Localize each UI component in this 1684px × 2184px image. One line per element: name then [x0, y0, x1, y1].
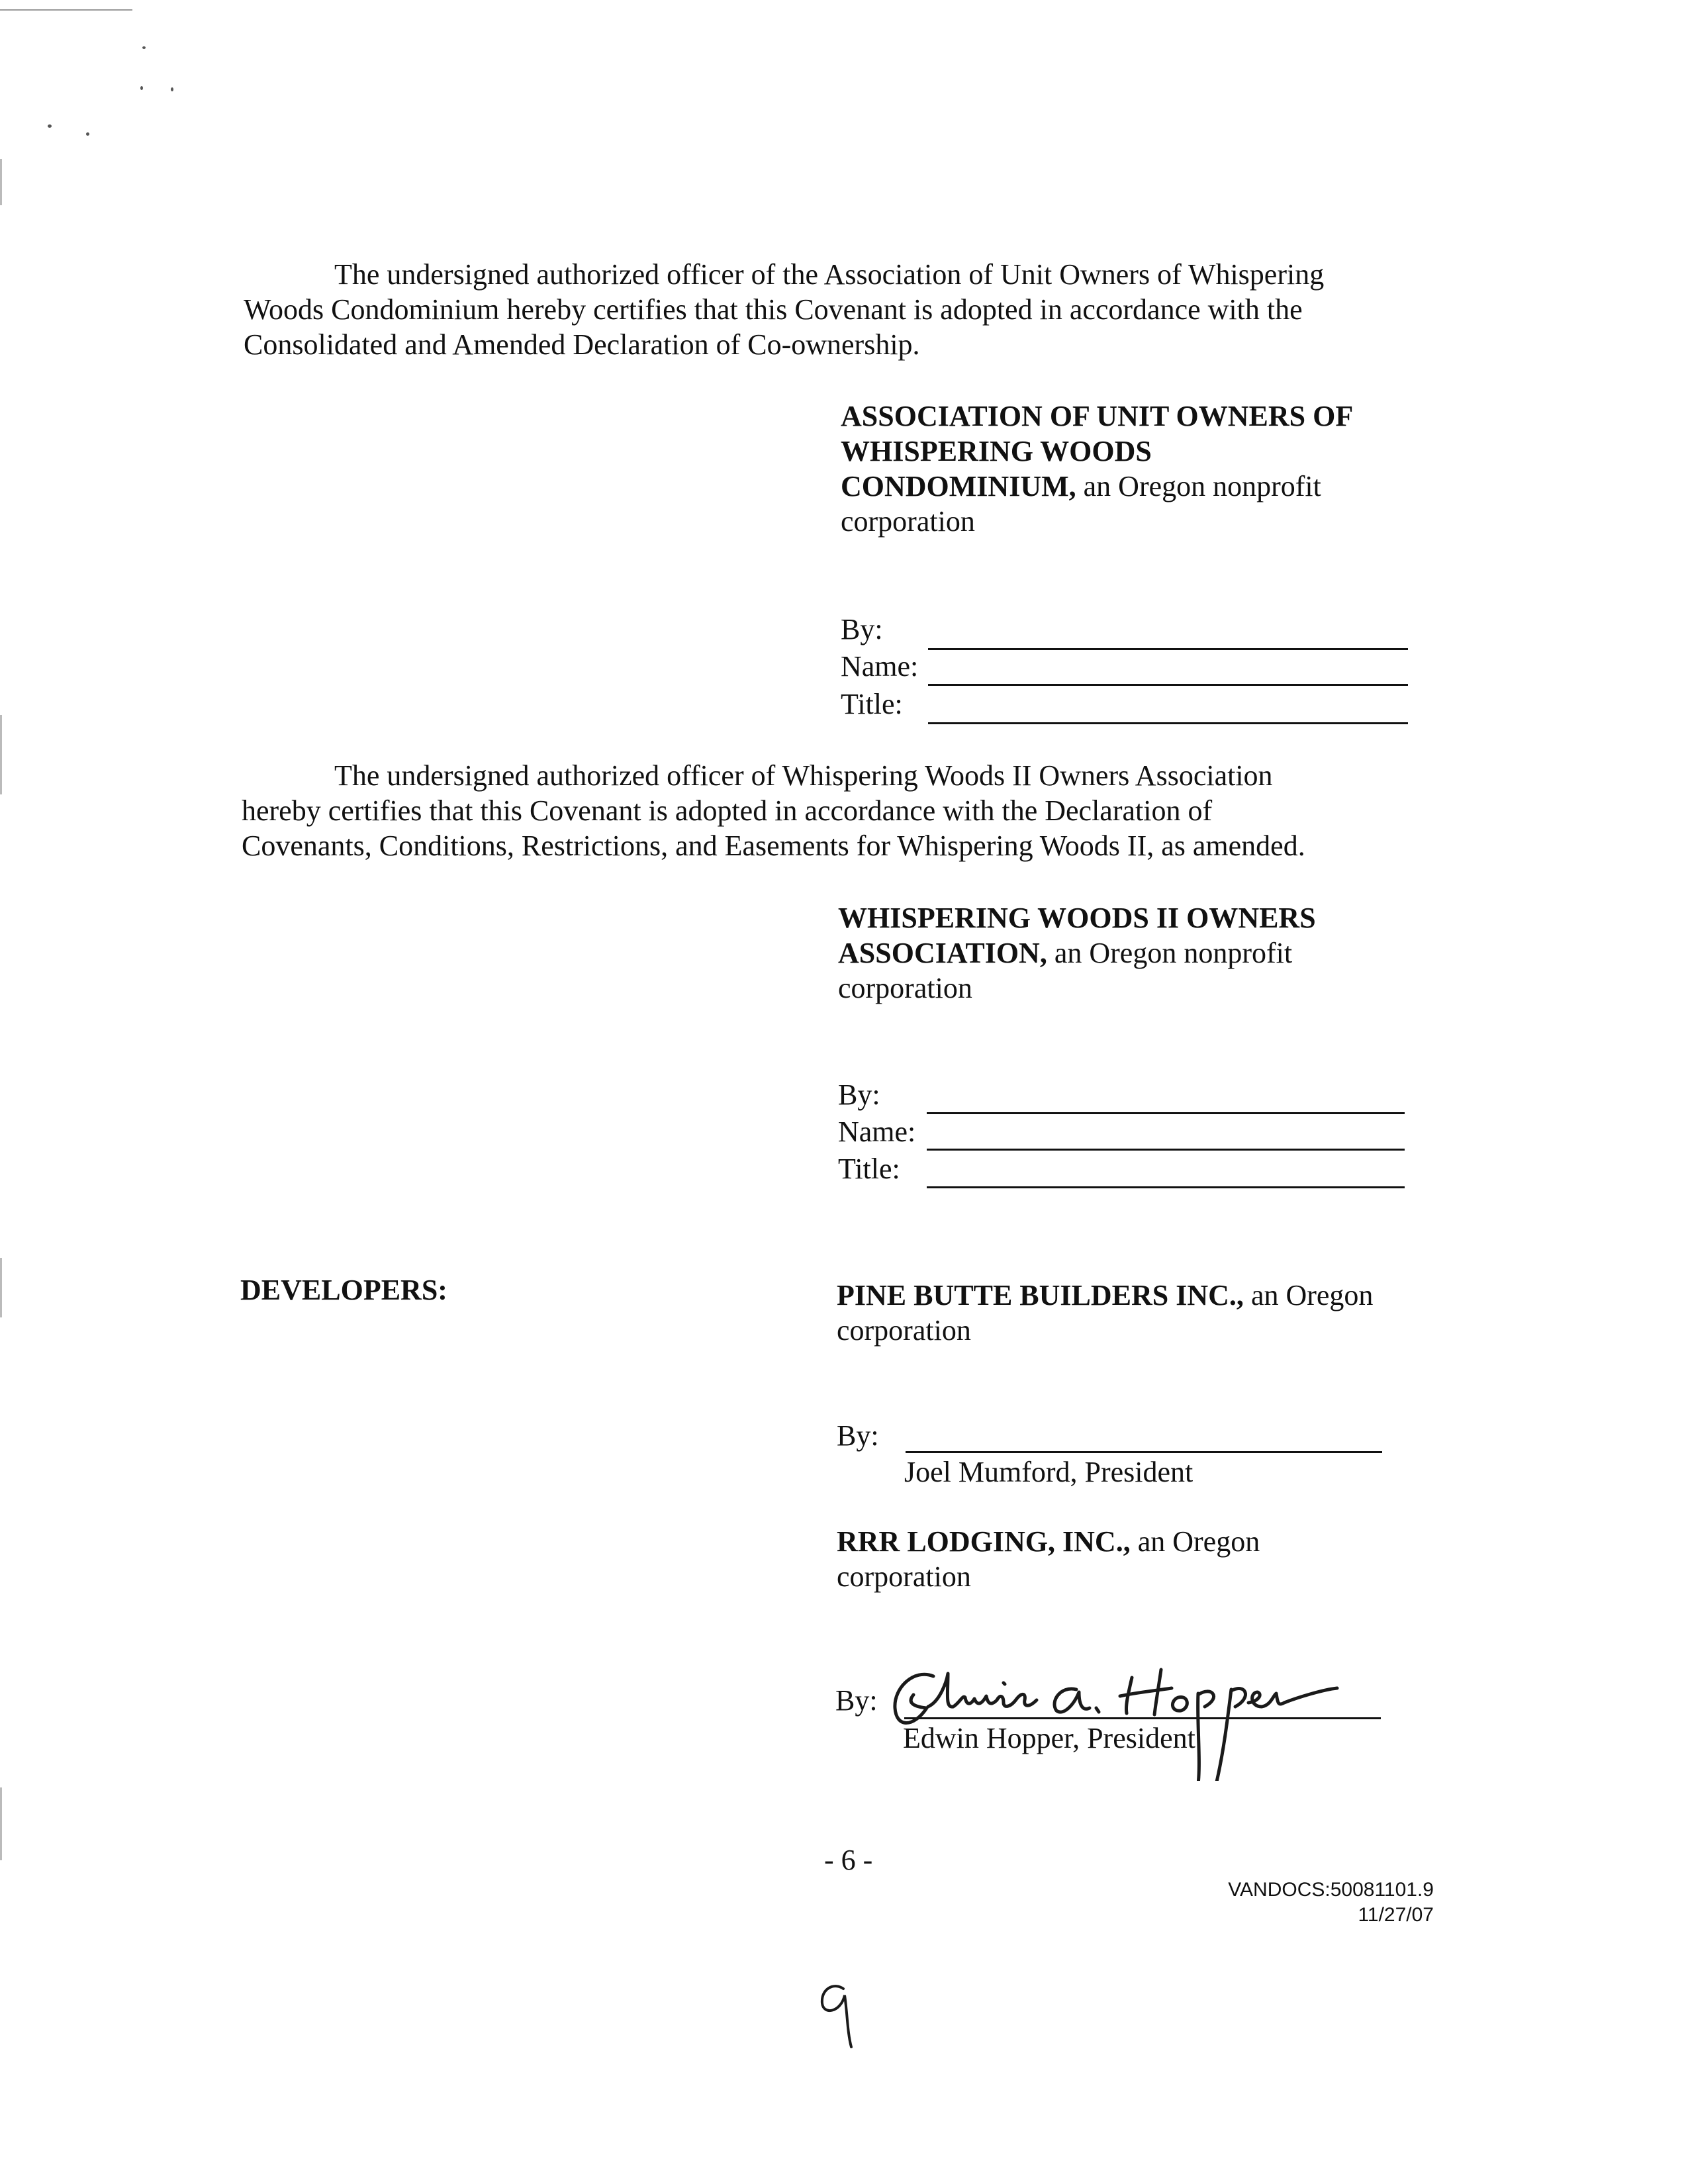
pine-butte-signature-line[interactable]	[906, 1451, 1382, 1453]
pine-butte-signer: Joel Mumford, President	[904, 1456, 1193, 1488]
entity-1-corporation: corporation	[841, 505, 975, 538]
speck	[48, 124, 52, 128]
entity-1-name-line-1: ASSOCIATION OF UNIT OWNERS OF	[841, 400, 1354, 432]
page-number: - 6 -	[824, 1844, 873, 1876]
name-signature-line[interactable]	[927, 1149, 1405, 1151]
title-signature-line[interactable]	[927, 1186, 1405, 1188]
scan-top-mark	[0, 9, 132, 11]
rrr-lodging-corporation: corporation	[837, 1560, 971, 1593]
paragraph-2-line-1: The undersigned authorized officer of Whispering Woods II Owners Association	[334, 759, 1273, 792]
entity-1-name-bold: CONDOMINIUM,	[841, 470, 1076, 502]
entity-2-descriptor: an Oregon nonprofit	[1047, 937, 1293, 969]
paragraph-2-line-3: Covenants, Conditions, Restrictions, and Easements for Whispering Woods II, as amended.	[242, 830, 1305, 862]
scan-edge-mark	[0, 715, 2, 794]
title-signature-line[interactable]	[928, 722, 1408, 724]
entity-1-descriptor: an Oregon nonprofit	[1076, 470, 1321, 502]
rrr-lodging-name-bold: RRR LODGING, INC.,	[837, 1525, 1131, 1558]
pine-butte-corporation: corporation	[837, 1314, 971, 1347]
rrr-lodging-by-label: By:	[835, 1684, 878, 1717]
pine-butte-name	[837, 1278, 1373, 1313]
document-id: VANDOCS:50081101.9	[1228, 1879, 1434, 1901]
title-label: Title:	[838, 1153, 900, 1185]
speck	[140, 86, 143, 90]
entity-1-name-line-3	[841, 469, 1321, 504]
document-date: 11/27/07	[1358, 1904, 1434, 1926]
handwritten-page-number	[814, 1979, 861, 2052]
name-label: Name:	[838, 1116, 916, 1148]
by-signature-line[interactable]	[928, 648, 1408, 650]
paragraph-2-line-2: hereby certifies that this Covenant is adopted in accordance with the Declaration of	[242, 794, 1213, 827]
by-signature-line[interactable]	[927, 1112, 1405, 1114]
entity-2-name-bold: ASSOCIATION,	[838, 937, 1047, 969]
scan-edge-mark	[0, 1258, 2, 1317]
entity-2-name-line-2	[838, 935, 1292, 971]
speck	[142, 46, 146, 49]
entity-2-name-line-1: WHISPERING WOODS II OWNERS	[838, 902, 1316, 934]
name-signature-line[interactable]	[928, 684, 1408, 686]
by-label: By:	[841, 613, 883, 645]
title-label: Title:	[841, 688, 903, 720]
name-label: Name:	[841, 650, 919, 683]
entity-2-corporation: corporation	[838, 972, 972, 1004]
pine-butte-descriptor: an Oregon	[1243, 1279, 1374, 1311]
scan-edge-mark	[0, 1787, 2, 1860]
handwritten-signature	[887, 1629, 1443, 1781]
rrr-lodging-signer: Edwin Hopper, President	[903, 1722, 1195, 1754]
rrr-lodging-name	[837, 1524, 1260, 1559]
paragraph-1-line-1: The undersigned authorized officer of the Association of Unit Owners of Whispering	[334, 258, 1325, 291]
developers-heading: DEVELOPERS:	[240, 1274, 447, 1306]
pine-butte-by-label: By:	[837, 1419, 879, 1452]
scan-edge-mark	[0, 159, 2, 205]
pine-butte-name-bold: PINE BUTTE BUILDERS INC.,	[837, 1279, 1244, 1311]
by-label: By:	[838, 1078, 880, 1111]
paragraph-1-line-2: Woods Condominium hereby certifies that this Covenant is adopted in accordance with the	[244, 293, 1303, 326]
entity-1-name-line-2: WHISPERING WOODS	[841, 435, 1152, 467]
paragraph-1-line-3: Consolidated and Amended Declaration of Co-ownership.	[244, 328, 920, 361]
speck	[86, 132, 89, 136]
speck	[171, 87, 173, 91]
rrr-lodging-descriptor: an Oregon	[1130, 1525, 1260, 1558]
